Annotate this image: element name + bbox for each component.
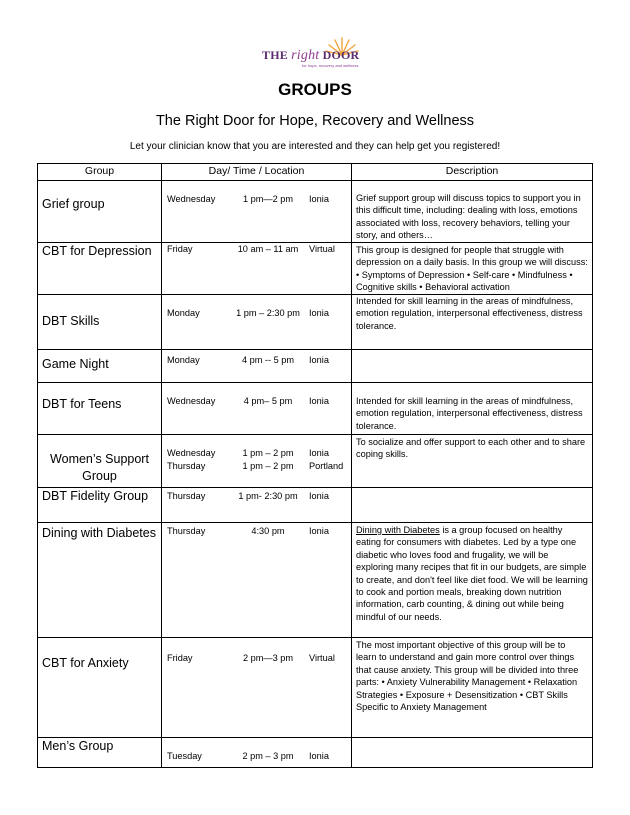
group-description (352, 638, 592, 713)
schedule-day: Monday (167, 355, 200, 365)
group-description (352, 383, 592, 432)
schedule-line (167, 243, 346, 256)
group-name: DBT for Teens (42, 397, 122, 411)
table-row (38, 243, 593, 295)
schedule-place: Portland (309, 461, 344, 471)
description-cell (352, 488, 593, 523)
schedule-line (167, 460, 346, 473)
schedule-line (167, 652, 346, 665)
page-title: GROUPS (278, 80, 352, 99)
schedule-time: 2 pm – 3 pm (242, 751, 294, 761)
group-description (352, 523, 592, 623)
group-name: DBT Skills (42, 314, 100, 328)
group-name-cell (38, 488, 162, 523)
schedule-day: Monday (167, 308, 200, 318)
logo-word-right: right (291, 48, 320, 63)
logo-wordmark (262, 48, 359, 64)
schedule-time: 10 am – 11 am (237, 244, 299, 254)
schedule-line (167, 395, 346, 408)
schedule-day: Thursday (167, 491, 206, 501)
group-name-cell (38, 638, 162, 738)
group-name: Dining with Diabetes (42, 526, 156, 540)
description-cell (352, 523, 593, 638)
schedule-line (167, 307, 346, 320)
description-text: is a group focused on healthy eating for consumers with diabetes. Led by a type one diabetic who loves food and frugality, we will be exploring many recipes that fit in our budgets, are simple to create, and don't feel like diet food. We will be learning to cook and portion meals, breaking down nutrition information, carb counting, & dining out while being mindful of our needs. (356, 525, 588, 622)
logo-word-the: THE (262, 48, 288, 62)
schedule-place: Ionia (309, 194, 329, 204)
table-row (38, 295, 593, 350)
schedule-place: Ionia (309, 355, 329, 365)
schedule-time: 4 pm– 5 pm (243, 396, 293, 406)
schedule-day: Tuesday (167, 751, 202, 761)
group-name: DBT Fidelity Group (42, 489, 149, 503)
table-row (38, 435, 593, 488)
table-row (38, 181, 593, 243)
description-cell (352, 738, 593, 768)
group-name-cell (38, 738, 162, 768)
table-header-row (38, 164, 593, 181)
schedule-place: Virtual (309, 653, 335, 663)
group-name: CBT for Anxiety (42, 656, 129, 670)
schedule-time: 4 pm -- 5 pm (241, 355, 295, 365)
schedule-time: 1 pm—2 pm (242, 194, 294, 204)
group-name-cell (38, 243, 162, 295)
group-name: Grief group (42, 197, 105, 211)
description-cell (352, 243, 593, 295)
registration-note: Let your clinician know that you are interested and they can help get you registered! (129, 141, 501, 152)
group-description (352, 181, 592, 242)
description-cell (352, 435, 593, 488)
schedule-place: Ionia (309, 396, 329, 406)
schedule-cell (162, 488, 352, 523)
description-cell (352, 383, 593, 435)
schedule-time: 1 pm – 2 pm (242, 461, 294, 471)
schedule-day: Thursday (167, 461, 206, 471)
description-text: Grief support group will discuss topics to support you in this difficult time, including: dealing with loss, emotions associated with loss, recovery behaviors, telling your story, and others… (356, 193, 581, 241)
group-name: Women’s Support Group (50, 452, 149, 483)
schedule-place: Ionia (309, 526, 329, 536)
schedule-time: 1 pm – 2:30 pm (236, 308, 300, 318)
schedule-cell (162, 638, 352, 738)
schedule-place: Ionia (309, 308, 329, 318)
group-name-cell (38, 435, 162, 488)
schedule-place: Ionia (309, 751, 329, 761)
schedule-time: 2 pm—3 pm (242, 653, 294, 663)
schedule-day: Friday (167, 653, 193, 663)
page-subtitle: The Right Door for Hope, Recovery and Wellness (155, 113, 475, 129)
description-cell (352, 638, 593, 738)
description-text: This group is designed for people that struggle with depression on a daily basis. In this group we will discuss: • Symptoms of Depression • Self-care • Mindfulness • Cognitive skills • Behavioral activation (356, 245, 588, 293)
group-name: Game Night (42, 357, 109, 371)
schedule-cell (162, 523, 352, 638)
column-header-group: Group (38, 164, 162, 181)
group-name: Men’s Group (42, 739, 114, 753)
schedule-place: Virtual (309, 244, 335, 254)
group-name-cell (38, 350, 162, 383)
schedule-day: Thursday (167, 526, 206, 536)
description-cell (352, 350, 593, 383)
group-name-cell (38, 181, 162, 243)
schedule-line (167, 447, 346, 460)
group-description (352, 295, 592, 332)
schedule-place: Ionia (309, 491, 329, 501)
schedule-line (167, 750, 346, 763)
schedule-time: 1 pm – 2 pm (242, 448, 294, 458)
description-text: Intended for skill learning in the areas of mindfulness, emotion regulation, interpersonal effectiveness, distress tolerance. (356, 296, 583, 331)
organization-logo (262, 36, 372, 70)
schedule-cell (162, 435, 352, 488)
table-row (38, 738, 593, 768)
schedule-time: 4:30 pm (251, 526, 285, 536)
description-link: Dining with Diabetes (356, 525, 440, 535)
schedule-day: Wednesday (167, 194, 216, 204)
schedule-place: Ionia (309, 448, 329, 458)
schedule-day: Wednesday (167, 396, 216, 406)
schedule-cell (162, 295, 352, 350)
logo-word-door: DOOR (322, 48, 360, 62)
schedule-line (167, 354, 346, 367)
group-name: CBT for Depression (42, 244, 152, 258)
column-header-schedule: Day/ Time / Location (162, 164, 352, 181)
description-text: The most important objective of this group will be to learn to understand and gain more control over things that cause anxiety. This group will be divided into three parts: • Anxiety Vulnerability Management • Relaxation Strategies • Exposure + Desensitization • CBT Skills Specific to Anxiety Management (356, 640, 579, 713)
schedule-cell (162, 738, 352, 768)
description-cell (352, 295, 593, 350)
table-row (38, 350, 593, 383)
groups-table (37, 163, 593, 768)
schedule-cell (162, 181, 352, 243)
table-row (38, 523, 593, 638)
schedule-cell (162, 350, 352, 383)
group-description (352, 435, 592, 461)
description-text: To socialize and offer support to each other and to share coping skills. (356, 437, 586, 460)
table-row (38, 383, 593, 435)
schedule-day: Friday (167, 244, 193, 254)
group-name-cell (38, 523, 162, 638)
logo-tagline: for hope, recovery and wellness (302, 63, 359, 68)
schedule-line (167, 193, 346, 206)
group-name-cell (38, 295, 162, 350)
schedule-line (167, 525, 346, 538)
group-name-cell (38, 383, 162, 435)
description-cell (352, 181, 593, 243)
description-text: Intended for skill learning in the areas of mindfulness, emotion regulation, interpersonal effectiveness, distress tolerance. (356, 396, 583, 431)
schedule-time: 1 pm- 2:30 pm (238, 491, 298, 501)
schedule-cell (162, 383, 352, 435)
schedule-line (167, 490, 346, 503)
column-header-description: Description (352, 164, 593, 181)
schedule-day: Wednesday (167, 448, 216, 458)
table-row (38, 488, 593, 523)
schedule-cell (162, 243, 352, 295)
table-row (38, 638, 593, 738)
group-description (352, 243, 592, 294)
